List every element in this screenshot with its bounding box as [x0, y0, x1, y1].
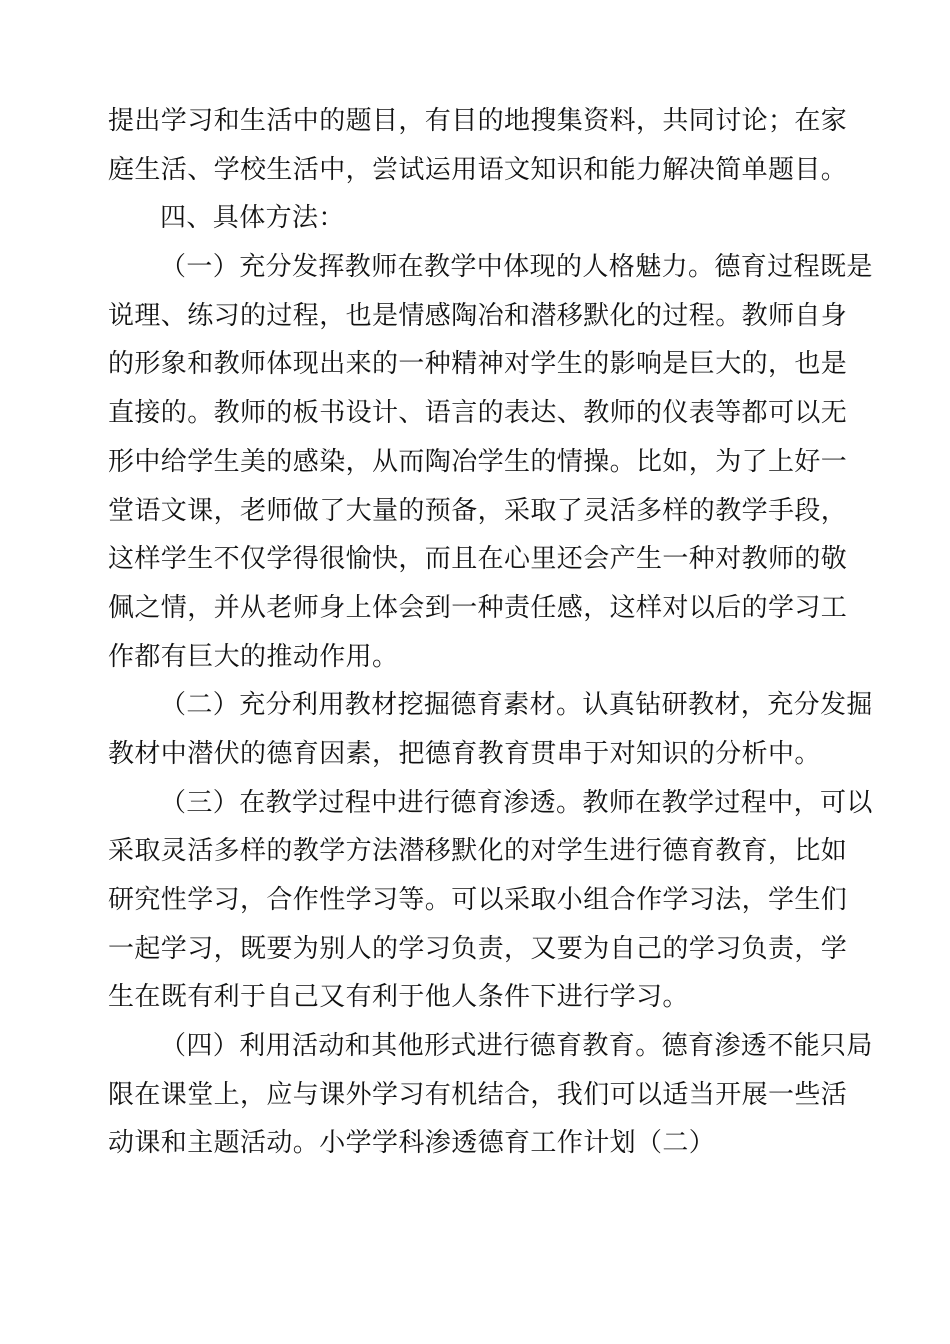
document-body — [108, 97, 873, 1168]
paragraph-start: （三）在教学过程中进行德育渗透。教师在教学过程中，可以 — [160, 787, 873, 818]
section-heading: 四、具体方法： — [160, 203, 345, 234]
text-line: 限在课堂上，应与课外学习有机结合，我们可以适当开展一些活 — [108, 1079, 848, 1110]
text-line: 直接的。教师的板书设计、语言的表达、教师的仪表等都可以无 — [108, 398, 848, 429]
text-line: 动课和主题活动。小学学科渗透德育工作计划（二） — [108, 1128, 716, 1159]
text-line: 研究性学习，合作性学习等。可以采取小组合作学习法，学生们 — [108, 885, 848, 915]
text-line: 佩之情，并从老师身上体会到一种责任感，这样对以后的学习工 — [108, 592, 848, 623]
text-line: 生在既有利于自己又有利于他人条件下进行学习。 — [108, 982, 689, 1013]
text-line: 的形象和教师体现出来的一种精神对学生的影响是巨大的，也是 — [108, 349, 848, 380]
text-line: 堂语文课，老师做了大量的预备，采取了灵活多样的教学手段， — [108, 495, 848, 526]
paragraph-start: （二）充分利用教材挖掘德育素材。认真钻研教材，充分发掘 — [160, 690, 873, 721]
text-line: 这样学生不仅学得很愉快，而且在心里还会产生一种对教师的敬 — [108, 544, 848, 575]
text-line: 说理、练习的过程，也是情感陶冶和潜移默化的过程。教师自身 — [108, 300, 848, 331]
text-line: 采取灵活多样的教学方法潜移默化的对学生进行德育教育，比如 — [108, 836, 848, 867]
paragraph-start: （四）利用活动和其他形式进行德育教育。德育渗透不能只局 — [160, 1031, 873, 1062]
text-line: 形中给学生美的感染，从而陶冶学生的情操。比如，为了上好一 — [108, 446, 848, 477]
text-line: 庭生活、学校生活中，尝试运用语文知识和能力解决简单题目。 — [108, 154, 848, 185]
paragraph-start: （一）充分发挥教师在教学中体现的人格魅力。德育过程既是 — [160, 252, 873, 283]
text-line: 作都有巨大的推动作用。 — [108, 641, 399, 672]
text-line: 教材中潜伏的德育因素，把德育教育贯串于对知识的分析中。 — [108, 738, 821, 769]
text-line: 一起学习，既要为别人的学习负责，又要为自己的学习负责，学 — [108, 933, 848, 964]
text-line: 提出学习和生活中的题目，有目的地搜集资料，共同讨论；在家 — [108, 106, 848, 136]
